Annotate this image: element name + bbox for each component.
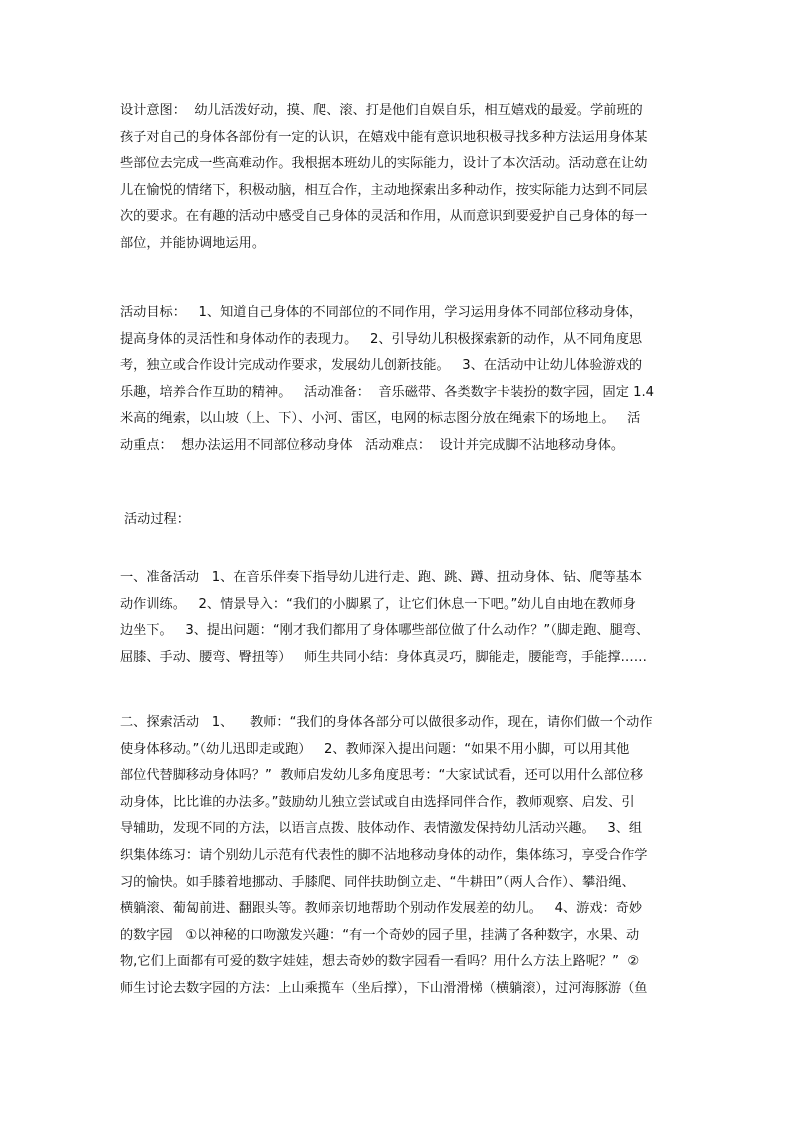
activity-process-heading: 活动过程： bbox=[124, 512, 190, 527]
design-intent-paragraph: 设计意图： 幼儿活泼好动，摸、爬、滚、打是他们自娱自乐，相互嬉戏的最爱。学前班的 孩子对自己的身体各部份有一定的认识，在嬉戏中能有意识地积极寻找多种方法运用身体某 些部位去完成一些高难动作。我根据本班幼儿的实际能力，设计了本次活动。活动意在让幼 儿在愉悦的情绪下，积极动脑，相互合作，主动地探索出多种动作，按实际能力达到不同层 次的要求。在有趣的活动中感受自己身体的灵活和作用，从而意识到要爱护自己身体的每一 部位，并能协调地运用。 bbox=[120, 103, 648, 251]
exploration-activity-paragraph: 二、探索活动 1、 教师：“我们的身体各部分可以做很多动作，现在，请你们做一个动作 使身体移动。”（幼儿迅即走或跑） 2、教师深入提出问题：“如果不用小脚，可以用其他 部位代替脚移动身体吗？” 教师启发幼儿多角度思考：“大家试试看，还可以用什么部位移 动身体，比比谁的办法多。”鼓励幼儿独立尝试或自由选择同伴合作，教师观察、启发、引 导辅助，发现不同的方法，以语言点拨、肢体动作、表情激发保持幼儿活动兴趣。 3、组 织集体练习：请个别幼儿示范有代表性的脚不沾地移动身体的动作，集体练习，享受合作学 习的愉快。如手膝着地挪动、手膝爬、同伴扶助倒立走、“牛耕田”（两人合作）、攀沿绳、 横躺滚、葡匐前进、翻跟头等。教师亲切地帮助个别动作发展差的幼儿。 4、游戏：奇妙 的数字园 ①以神秘的口吻激发兴趣：“有一个奇妙的园子里，挂满了各种数字，水果、动 物,它们上面都有可爱的数字娃娃，想去奇妙的数字园看一看吗？用什么方法上路呢？” ② 师生讨论去数字园的方法：上山乘揽车（坐后撑），下山滑滑梯（横躺滚），过河海豚游（鱼 bbox=[120, 715, 653, 996]
preparation-activity-paragraph: 一、准备活动 1、在音乐伴奏下指导幼儿进行走、跑、跳、蹲、扭动身体、钻、爬等基本 动作训练。 2、情景导入：“我们的小脚累了，让它们休息一下吧。”幼儿自由地在教师身 边坐下。 3、提出问题：“刚才我们都用了身体哪些部位做了什么动作？”（脚走跑、腿弯、 屈膝、手动、腰弯、臀扭等） 师生共同小结：身体真灵巧，脚能走，腰能弯，手能撑…… bbox=[120, 570, 650, 665]
activity-goals-paragraph: 活动目标： 1、知道自己身体的不同部位的不同作用，学习运用身体不同部位移动身体， 提高身体的灵活性和身体动作的表现力。 2、引导幼儿积极探索新的动作，从不同角度思 考，独立或合作设计完成动作要求，发展幼儿创新技能。 3、在活动中让幼儿体验游戏的 乐趣，培养合作互助的精神。 活动准备： 音乐磁带、各类数字卡装扮的数字园，固定 1.4 米高的绳索，以山坡（上、下）、小河、雷区，电网的标志图分放在绳索下的场地上。 活 动重点： 想办法运用不同部位移动身体 活动难点： 设计并完成脚不沾地移动身体。 bbox=[120, 305, 655, 453]
